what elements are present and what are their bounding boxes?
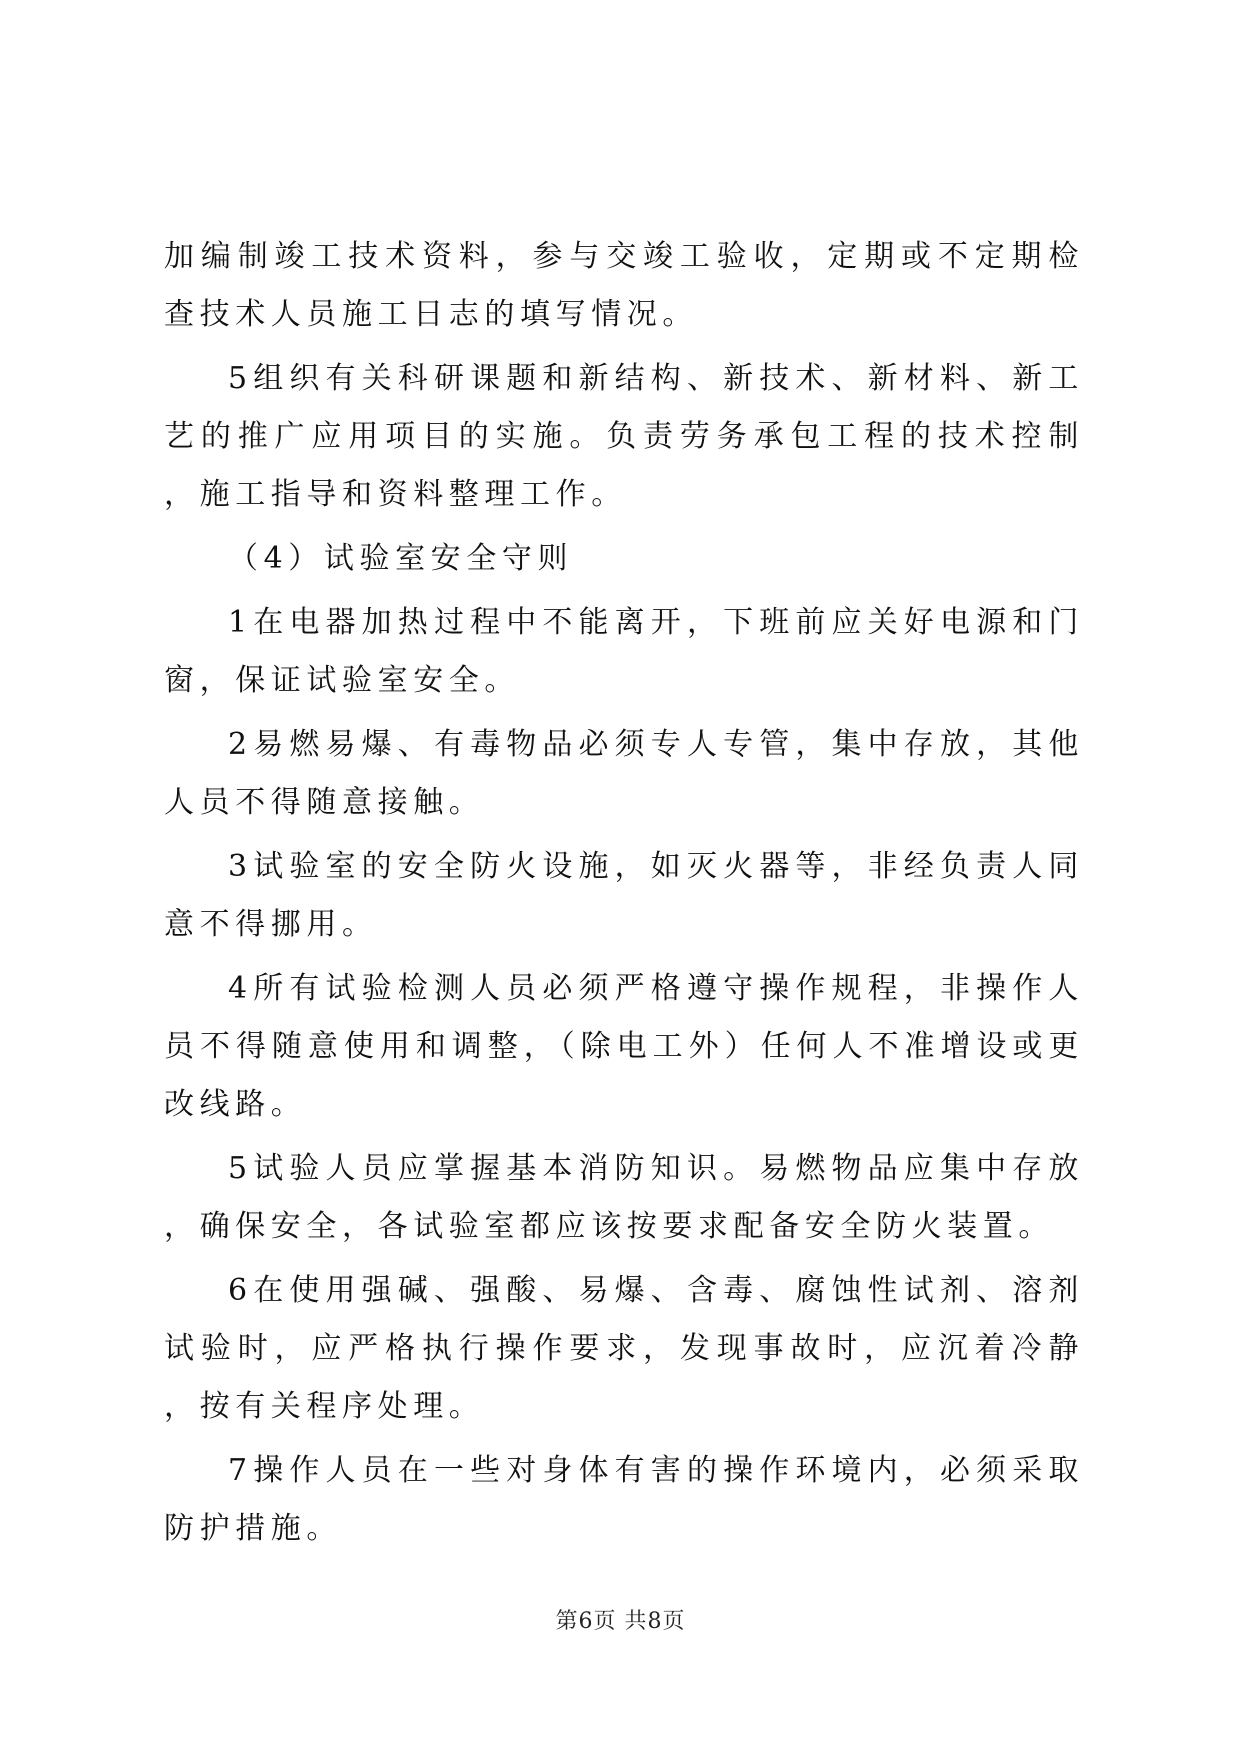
rule-item-1: 1在电器加热过程中不能离开，下班前应关好电源和门窗，保证试验室安全。 <box>164 605 1084 698</box>
document-body <box>164 228 1084 1558</box>
rule-item-4: 4所有试验检测人员必须严格遵守操作规程，非操作人员不得随意使用和调整，（除电工外）任何人不准增设或更改线路。 <box>164 971 1084 1122</box>
rule-item-2: 2易燃易爆、有毒物品必须专人专管，集中存放，其他人员不得随意接触。 <box>164 727 1084 820</box>
rule-item-3: 3试验室的安全防火设施，如灭火器等，非经负责人同意不得挪用。 <box>164 849 1084 942</box>
page-number-footer: 第6页 共8页 <box>555 1609 686 1634</box>
rule-item-5: 5试验人员应掌握基本消防知识。易燃物品应集中存放，确保安全，各试验室都应该按要求配备安全防火装置。 <box>164 1151 1084 1244</box>
paragraph-continuation: 加编制竣工技术资料，参与交竣工验收，定期或不定期检查技术人员施工日志的填写情况。 <box>164 239 1084 332</box>
rule-item-6: 6在使用强碱、强酸、易爆、含毒、腐蚀性试剂、溶剂试验时，应严格执行操作要求，发现事故时，应沉着冷静，按有关程序处理。 <box>164 1273 1084 1424</box>
section-heading: （4）试验室安全守则 <box>228 541 574 576</box>
rule-item-7: 7操作人员在一些对身体有害的操作环境内，必须采取防护措施。 <box>164 1453 1084 1546</box>
paragraph-item-5: 5组织有关科研课题和新结构、新技术、新材料、新工艺的推广应用项目的实施。负责劳务承包工程的技术控制，施工指导和资料整理工作。 <box>164 361 1084 512</box>
